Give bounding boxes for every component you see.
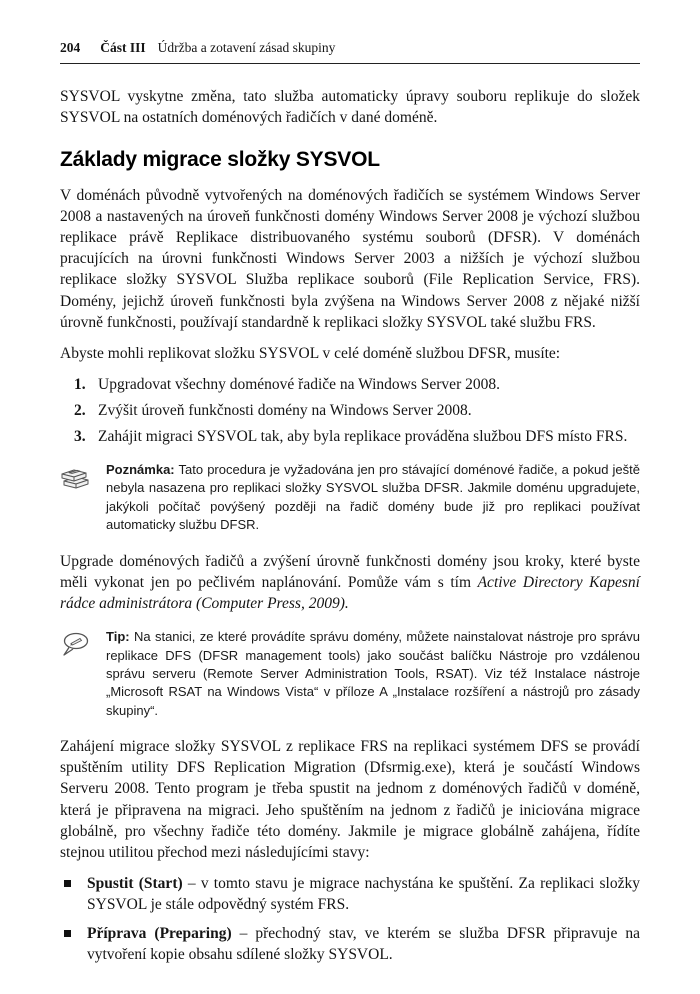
state-description: – přechodný stav, ve kterém se služba DFSR připravuje na vytvoření kopie obsahu sdílené složky SYSVOL. bbox=[87, 924, 641, 964]
intro-paragraph: SYSVOL vyskytne změna, tato služba automaticky úpravy souboru replikuje do složek SYSVOL na ostatních doménových řadičích v dané doméně. bbox=[60, 88, 640, 127]
paragraph-steps-lead-in: Abyste mohli replikovat složku SYSVOL v celé doméně službou DFSR, musíte: bbox=[60, 344, 561, 362]
step-text: Zvýšit úroveň funkčnosti domény na Windows Server 2008. bbox=[98, 401, 472, 419]
tip-box bbox=[60, 628, 640, 720]
note-body: Tato procedura je vyžadována jen pro stávající doménové řadiče, a pokud ještě nebyla nasazena pro replikaci složky SYSVOL služba DFSR. Jakmile doménu upgradujete, jakýkoli počítač povýšený později na řadič domény bude již pro replikaci používat automaticky službu DFSR. bbox=[106, 462, 640, 533]
state-name: Příprava (Preparing) bbox=[87, 924, 232, 942]
section-title: Základy migrace složky SYSVOL bbox=[60, 148, 380, 172]
part-title: Údržba a zotavení zásad skupiny bbox=[157, 40, 336, 55]
list-item bbox=[74, 426, 640, 447]
part-label: Část III bbox=[100, 40, 146, 55]
running-header bbox=[60, 40, 640, 63]
list-item bbox=[74, 400, 640, 421]
list-item bbox=[62, 923, 640, 965]
state-description: – v tomto stavu je migrace nachystána ke spuštění. Za replikaci složky SYSVOL je stále odpovědný systém FRS. bbox=[87, 874, 640, 913]
state-name: Spustit (Start) bbox=[87, 874, 183, 892]
tip-body: Na stanici, ze které provádíte správu domény, můžete nainstalovat nástroje pro správu replikace DFS (DFSR management tools) jako součást balíčku Nástroje pro vzdálenou správu serveru (Remote Server Administration Tools, RSAT). Viz též Instalace nástroje „Microsoft RSAT na Windows Vista“ v příloze A „Instalace rozšíření a nástrojů pro zásady skupiny“. bbox=[106, 629, 640, 718]
step-number: 2. bbox=[74, 401, 86, 419]
numbered-steps-list bbox=[74, 374, 640, 447]
tip-text bbox=[106, 628, 640, 720]
paragraph-dfsrmig: Zahájení migrace složky SYSVOL z replikace FRS na replikaci systémem DFS se provádí spuštěním utility DFS Replication Migration (Dfsrmig.exe), která je součástí Windows Serveru 2008. Tento program je třeba spustit na jednom z doménových řadičů v doméně, která je připravena na migraci. Jeho spuštěním na jednom z řadičů je iniciována migrace globálně, pro všechny řadiče této domény. Jakmile je migrace globálně zahájena, řídíte stejnou utilitou přechod mezi následujícími stavy: bbox=[60, 738, 640, 861]
bullet-text bbox=[87, 873, 640, 915]
tip-label: Tip: bbox=[106, 629, 130, 645]
bullet-square-icon bbox=[64, 880, 71, 887]
bullet-square-icon bbox=[64, 930, 71, 937]
note-box bbox=[60, 461, 640, 535]
note-text bbox=[106, 461, 640, 535]
paragraph-planning-lead: Upgrade doménových řadičů a zvýšení úrovně funkčnosti domény jsou kroky, které byste měli vykonat jen po pečlivém naplánování. Pomůže vám s tím bbox=[60, 552, 640, 591]
step-text: Zahájit migraci SYSVOL tak, aby byla replikace prováděna službou DFS místo FRS. bbox=[98, 427, 628, 445]
paragraph-dfsr-overview: V doménách původně vytvořených na doménových řadičích se systémem Windows Server 2008 a nastavených na úroveň funkčnosti domény Windows Server 2008 je výchozí službou replikace právě Replikace distribuovaného systému souborů (DFSR). V doménách pracujících na úrovni funkčnosti Windows Server 2003 a nižších je výchozí službou replikace složky SYSVOL Služba replikace souborů (File Replication Service, FRS). Domény, jejichž úroveň funkčnosti byla zvýšena na Windows Server 2008 z nějaké nižší úrovně funkčnosti, používají standardně k replikaci složky SYSVOL také službu FRS. bbox=[60, 187, 640, 331]
bullet-text bbox=[87, 923, 640, 965]
step-text: Upgradovat všechny doménové řadiče na Windows Server 2008. bbox=[98, 375, 500, 393]
step-number: 1. bbox=[74, 375, 86, 393]
note-icon bbox=[60, 461, 106, 535]
list-item bbox=[74, 374, 640, 395]
note-label: Poznámka: bbox=[106, 462, 175, 478]
page-number: 204 bbox=[60, 40, 81, 55]
tip-icon bbox=[60, 628, 106, 720]
step-number: 3. bbox=[74, 427, 86, 445]
list-item bbox=[62, 873, 640, 915]
migration-states-list bbox=[62, 873, 640, 965]
book-title-reference: Active Directory Kapesní rádce administrátora (Computer Press, 2009). bbox=[60, 573, 640, 612]
header-rule bbox=[60, 63, 640, 64]
paragraph-planning bbox=[60, 551, 640, 614]
